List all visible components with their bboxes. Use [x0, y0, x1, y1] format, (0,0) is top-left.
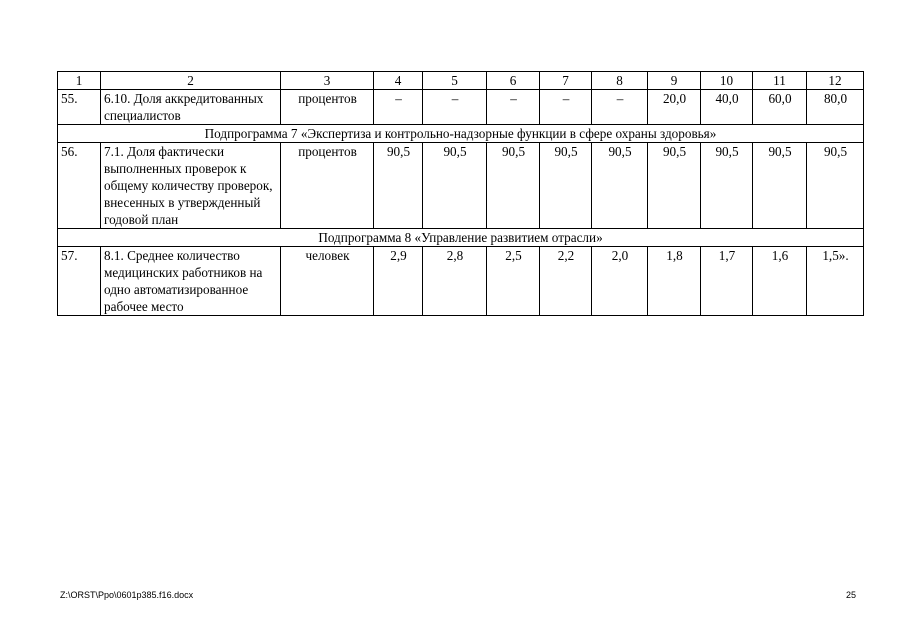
value-cell: 90,5 — [374, 143, 423, 229]
column-number: 1 — [58, 72, 101, 90]
value-cell: – — [487, 90, 540, 125]
footer-page-number: 25 — [846, 590, 857, 600]
value-cell: 1,8 — [648, 247, 701, 316]
table-row — [58, 247, 864, 316]
subprogram-row — [58, 125, 864, 143]
value-cell: 90,5 — [753, 143, 807, 229]
value-cell: 40,0 — [701, 90, 753, 125]
column-numbers-row — [58, 72, 864, 90]
indicator-name: 8.1. Среднее количество медицинских работников на одно автоматизированное рабочее место — [101, 247, 281, 316]
column-number: 12 — [807, 72, 864, 90]
value-cell: 80,0 — [807, 90, 864, 125]
column-number: 10 — [701, 72, 753, 90]
column-number: 2 — [101, 72, 281, 90]
column-number: 9 — [648, 72, 701, 90]
value-cell: 90,5 — [487, 143, 540, 229]
column-number: 6 — [487, 72, 540, 90]
column-number: 8 — [592, 72, 648, 90]
column-number: 3 — [281, 72, 374, 90]
value-cell: 2,9 — [374, 247, 423, 316]
value-cell: 2,2 — [540, 247, 592, 316]
column-number: 5 — [423, 72, 487, 90]
unit-cell: процентов — [281, 143, 374, 229]
value-cell: – — [423, 90, 487, 125]
value-cell: 1,5». — [807, 247, 864, 316]
subprogram-title: Подпрограмма 7 «Экспертиза и контрольно-надзорные функции в сфере охраны здоровья» — [58, 125, 864, 143]
unit-cell: человек — [281, 247, 374, 316]
value-cell: – — [374, 90, 423, 125]
indicators-table-wrap — [57, 71, 864, 316]
value-cell: 90,5 — [592, 143, 648, 229]
row-number: 56. — [58, 143, 101, 229]
subprogram-row — [58, 229, 864, 247]
value-cell: – — [592, 90, 648, 125]
value-cell: 20,0 — [648, 90, 701, 125]
indicator-name: 6.10. Доля аккредитованных специалистов — [101, 90, 281, 125]
value-cell: 90,5 — [807, 143, 864, 229]
value-cell: 90,5 — [648, 143, 701, 229]
value-cell: 2,5 — [487, 247, 540, 316]
unit-cell: процентов — [281, 90, 374, 125]
column-number: 7 — [540, 72, 592, 90]
footer-file-path: Z:\ORST\Ppo\0601p385.f16.docx — [60, 590, 194, 600]
table-row — [58, 90, 864, 125]
value-cell: 60,0 — [753, 90, 807, 125]
value-cell: 90,5 — [423, 143, 487, 229]
subprogram-title: Подпрограмма 8 «Управление развитием отрасли» — [58, 229, 864, 247]
table-row — [58, 143, 864, 229]
column-number: 11 — [753, 72, 807, 90]
value-cell: – — [540, 90, 592, 125]
value-cell: 90,5 — [701, 143, 753, 229]
row-number: 55. — [58, 90, 101, 125]
value-cell: 2,8 — [423, 247, 487, 316]
value-cell: 1,7 — [701, 247, 753, 316]
row-number: 57. — [58, 247, 101, 316]
value-cell: 90,5 — [540, 143, 592, 229]
indicator-name: 7.1. Доля фактически выполненных проверок к общему количеству проверок, внесенных в утвержденный годовой план — [101, 143, 281, 229]
value-cell: 1,6 — [753, 247, 807, 316]
column-number: 4 — [374, 72, 423, 90]
value-cell: 2,0 — [592, 247, 648, 316]
indicators-table — [57, 71, 864, 316]
